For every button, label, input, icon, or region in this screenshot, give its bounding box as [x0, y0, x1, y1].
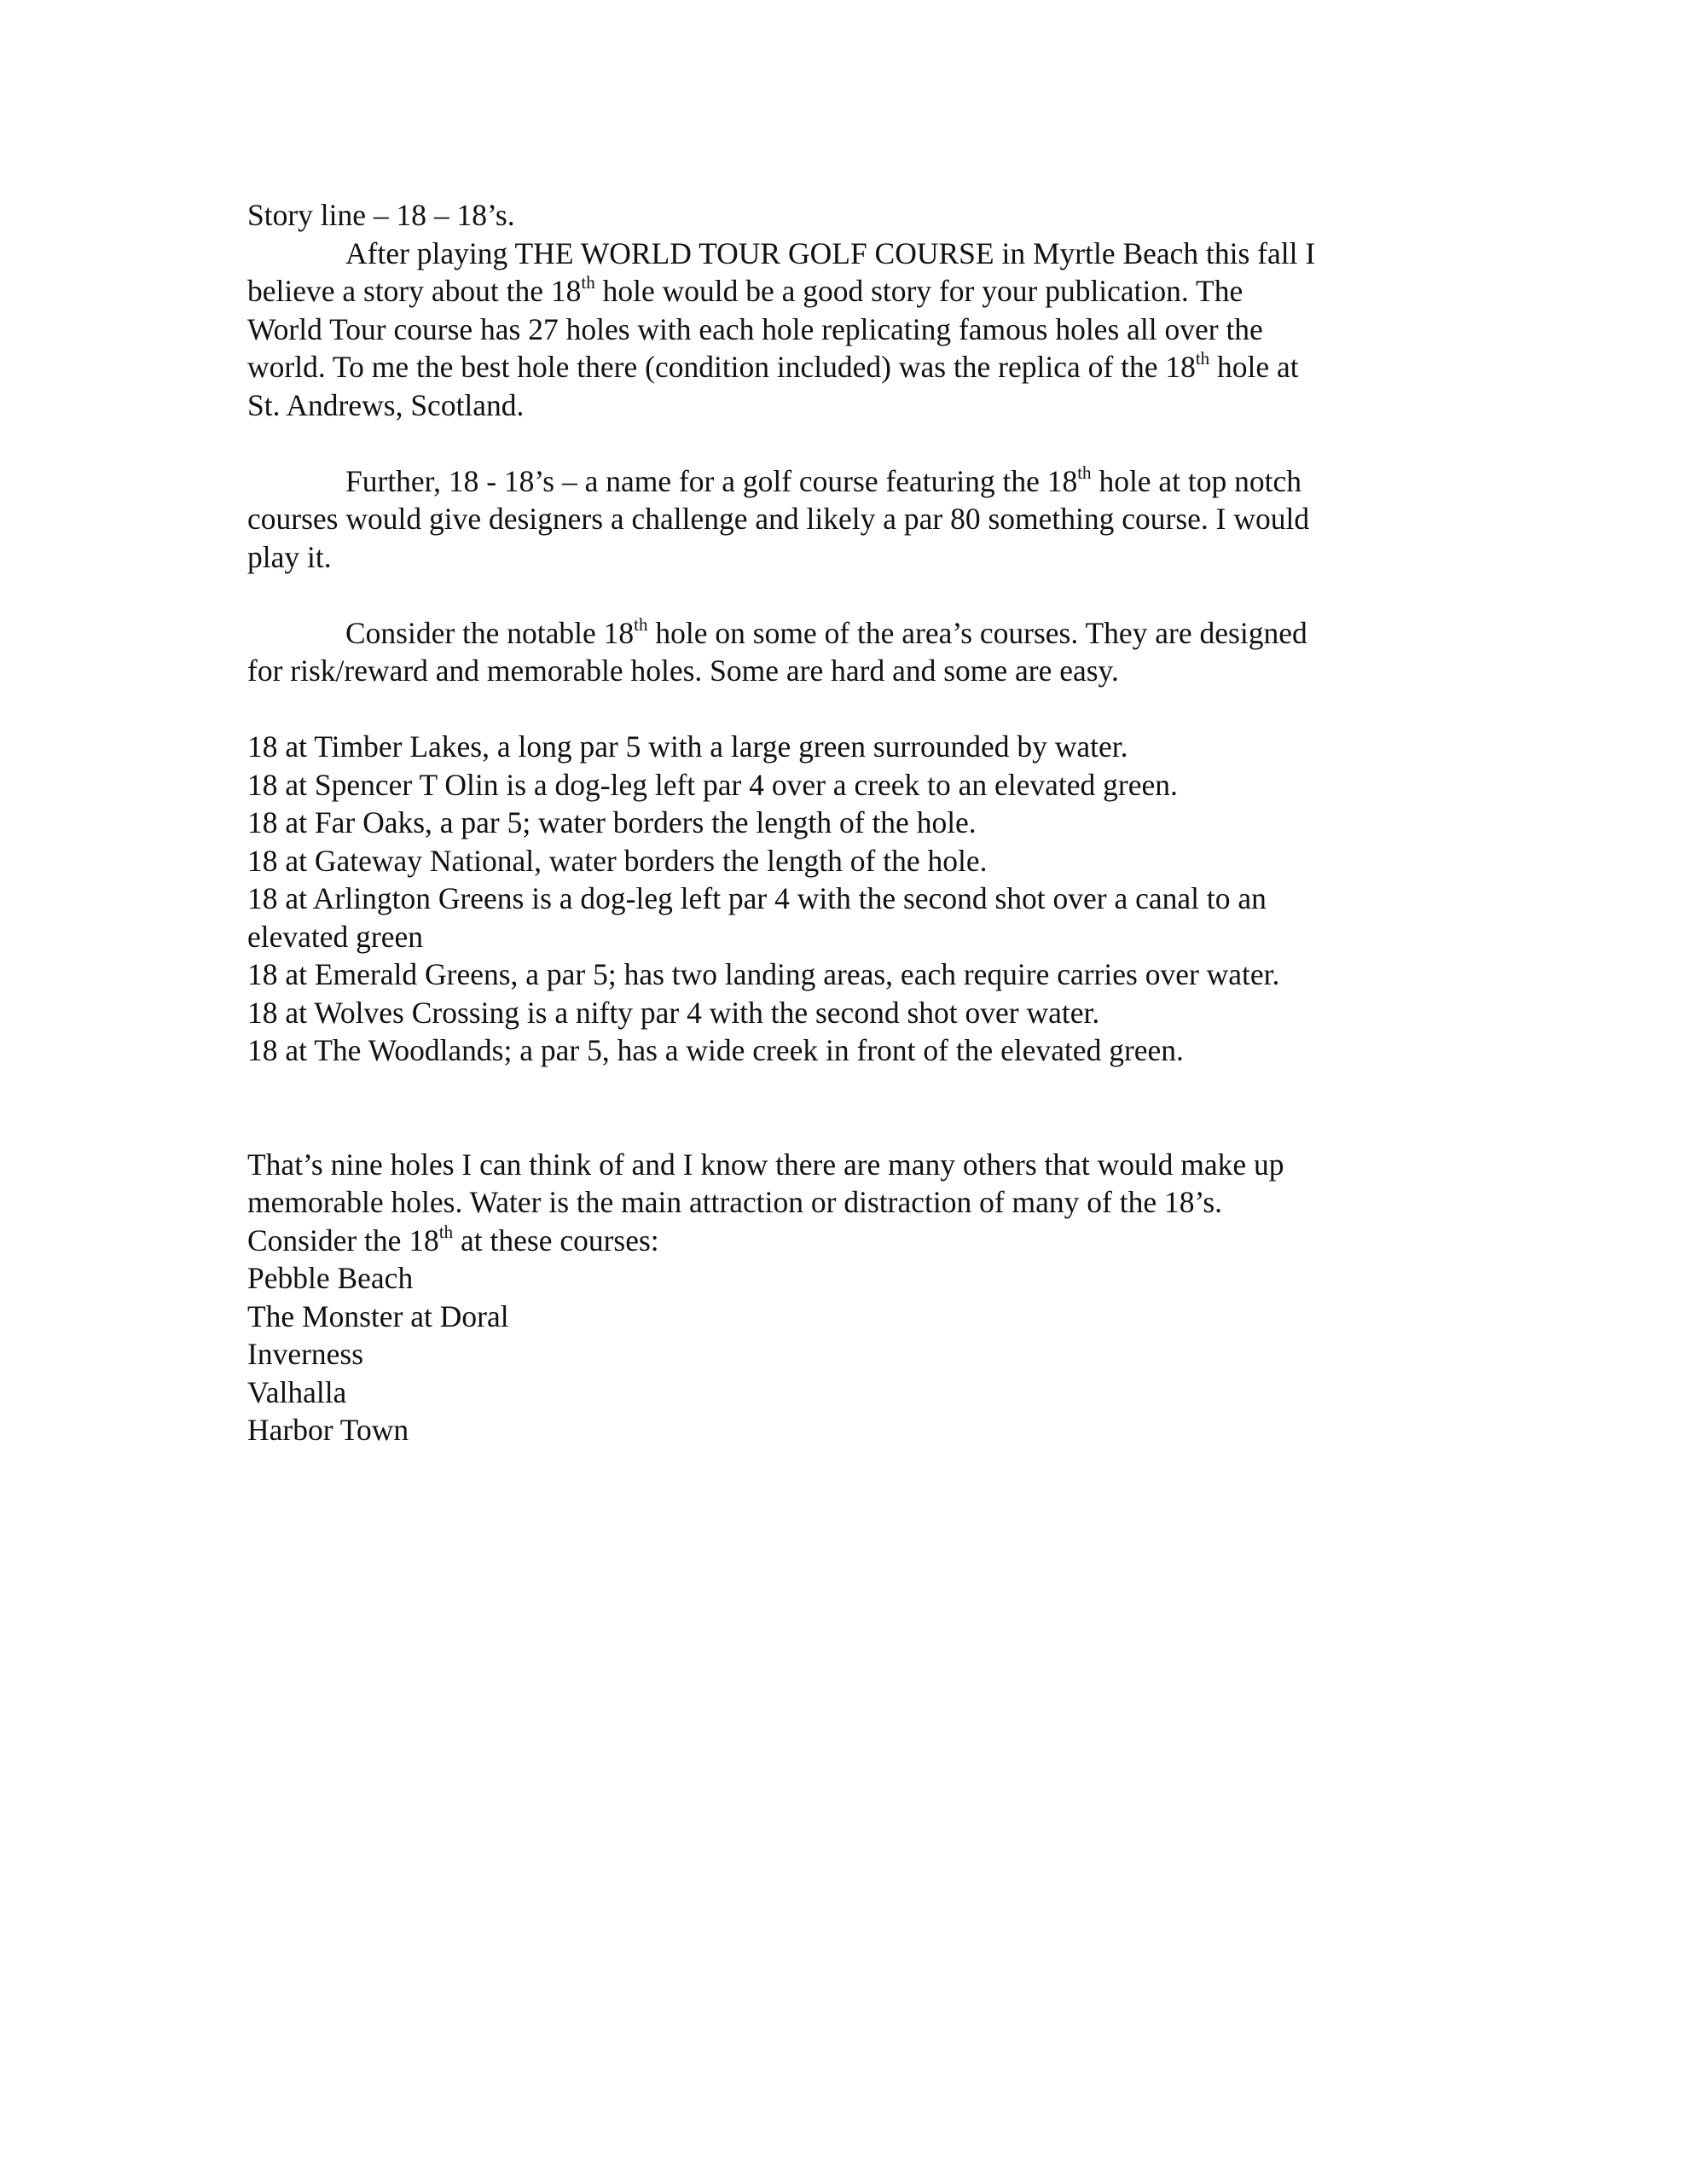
- text-line: [247, 386, 1458, 425]
- paragraph-spacer: [247, 1070, 1458, 1146]
- text-line: [247, 1183, 1458, 1222]
- text-line: [247, 272, 1458, 311]
- superscript: th: [581, 272, 595, 293]
- paragraph-notable-holes: [247, 614, 1458, 690]
- text-run: Further, 18 - 18’s – a name for a golf course featuring the 18: [345, 463, 1078, 498]
- text-run: at these courses:: [453, 1223, 659, 1258]
- courses-list: [247, 1259, 1458, 1449]
- paragraph-course-name: [247, 462, 1458, 577]
- text-run: hole would be a good story for your publication. The: [594, 274, 1244, 308]
- document-title: Story line – 18 – 18’s.: [247, 198, 515, 232]
- text-line: [247, 311, 1458, 349]
- text-line: [247, 348, 1458, 386]
- document-page: [247, 196, 1458, 1449]
- paragraph-spacer: [247, 690, 1458, 729]
- text-run: That’s nine holes I can think of and I know there are many others that would make up: [247, 1147, 1284, 1182]
- superscript: th: [634, 613, 648, 635]
- list-item: Inverness: [247, 1337, 364, 1371]
- paragraph-nine-holes: [247, 1146, 1458, 1260]
- text-run: hole at top notch: [1091, 463, 1302, 498]
- text-run: for risk/reward and memorable holes. Some are hard and some are easy.: [247, 653, 1119, 688]
- text-run: Consider the notable 18: [345, 615, 635, 650]
- text-run: memorable holes. Water is the main attraction or distraction of many of the 18’s.: [247, 1185, 1223, 1219]
- paragraph-world-tour: [247, 235, 1458, 425]
- paragraph-spacer: [247, 424, 1458, 462]
- list-item: 18 at Arlington Greens is a dog-leg left par 4 with the second shot over a canal to an: [247, 881, 1267, 915]
- list-item: 18 at Timber Lakes, a long par 5 with a large green surrounded by water.: [247, 729, 1128, 764]
- list-item: 18 at Far Oaks, a par 5; water borders the length of the hole.: [247, 805, 977, 839]
- list-item: Pebble Beach: [247, 1261, 414, 1295]
- text-run: hole on some of the area’s courses. They are designed: [647, 615, 1307, 650]
- text-line: [247, 235, 1458, 273]
- superscript: th: [1195, 348, 1210, 369]
- text-run: St. Andrews, Scotland.: [247, 387, 525, 422]
- list-item: 18 at Spencer T Olin is a dog-leg left par 4 over a creek to an elevated green.: [247, 767, 1178, 802]
- paragraph-spacer: [247, 576, 1458, 614]
- text-run: believe a story about the 18: [247, 274, 582, 308]
- list-item: Harbor Town: [247, 1413, 409, 1447]
- text-line: [247, 1222, 1458, 1260]
- list-item: 18 at Gateway National, water borders the length of the hole.: [247, 843, 988, 878]
- text-run: World Tour course has 27 holes with each hole replicating famous holes all over the: [247, 311, 1263, 346]
- text-run: Consider the 18: [247, 1223, 439, 1258]
- text-run: play it.: [247, 539, 332, 574]
- superscript: th: [438, 1221, 454, 1242]
- list-item: 18 at Wolves Crossing is a nifty par 4 with the second shot over water.: [247, 995, 1100, 1030]
- text-line: [247, 614, 1458, 653]
- text-run: After playing THE WORLD TOUR GOLF COURSE in Myrtle Beach this fall I: [345, 235, 1316, 270]
- list-item: elevated green: [247, 919, 423, 954]
- text-run: world. To me the best hole there (condition included) was the replica of the 18: [247, 350, 1196, 384]
- list-item: The Monster at Doral: [247, 1298, 509, 1333]
- text-line: [247, 500, 1458, 538]
- text-run: hole at: [1209, 350, 1299, 384]
- text-line: [247, 652, 1458, 690]
- list-item: Valhalla: [247, 1374, 347, 1409]
- superscript: th: [1077, 462, 1092, 483]
- holes-list: [247, 728, 1458, 1070]
- text-run: courses would give designers a challenge and likely a par 80 something course. I would: [247, 502, 1310, 536]
- text-line: [247, 1146, 1458, 1184]
- text-line: [247, 538, 1458, 577]
- list-item: 18 at Emerald Greens, a par 5; has two landing areas, each require carries over water.: [247, 957, 1280, 991]
- text-line: [247, 462, 1458, 501]
- list-item: 18 at The Woodlands; a par 5, has a wide creek in front of the elevated green.: [247, 1033, 1184, 1067]
